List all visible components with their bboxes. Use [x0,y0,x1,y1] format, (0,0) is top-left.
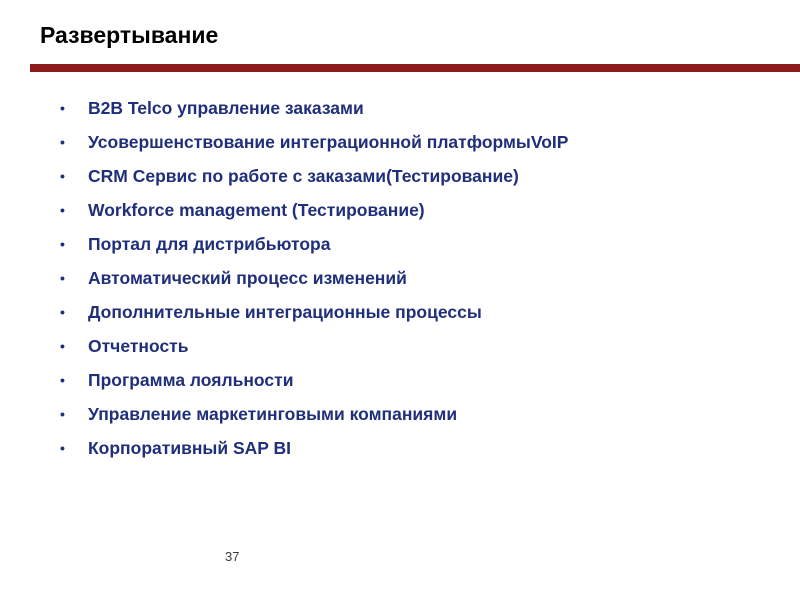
bullet-list [60,91,568,465]
list-item-text: Усовершенствование интеграционной платформыVoIP [88,131,569,152]
bullet-icon: • [60,406,65,422]
bullet-icon: • [60,236,65,252]
list-item-text: Управление маркетинговыми компаниями [88,403,458,424]
title-underline [30,64,800,72]
list-item-text: Корпоративный SAP BI [88,437,291,458]
list-item [60,159,568,193]
list-item [60,227,568,261]
list-item [60,431,568,465]
list-item-text: CRM Сервис по работе с заказами(Тестирование) [88,165,519,186]
list-item-text: Отчетность [88,335,189,356]
bullet-icon: • [60,270,65,286]
bullet-icon: • [60,134,65,150]
list-item [60,91,568,125]
bullet-icon: • [60,304,65,320]
bullet-icon: • [60,168,65,184]
list-item-text: B2B Telco управление заказами [88,97,364,118]
list-item [60,329,568,363]
list-item [60,125,568,159]
list-item [60,295,568,329]
list-item-text: Портал для дистрибьютора [88,233,331,254]
bullet-icon: • [60,202,65,218]
list-item [60,193,568,227]
list-item [60,363,568,397]
list-item-text: Дополнительные интеграционные процессы [88,301,482,322]
list-item-text: Программа лояльности [88,369,294,390]
bullet-icon: • [60,440,65,456]
list-item-text: Автоматический процесс изменений [88,267,407,288]
slide-title: Развертывание [40,22,219,48]
bullet-icon: • [60,100,65,116]
list-item [60,261,568,295]
bullet-icon: • [60,338,65,354]
bullet-icon: • [60,372,65,388]
page-number: 37 [225,549,240,564]
list-item-text: Workforce management (Тестирование) [88,199,425,220]
list-item [60,397,568,431]
